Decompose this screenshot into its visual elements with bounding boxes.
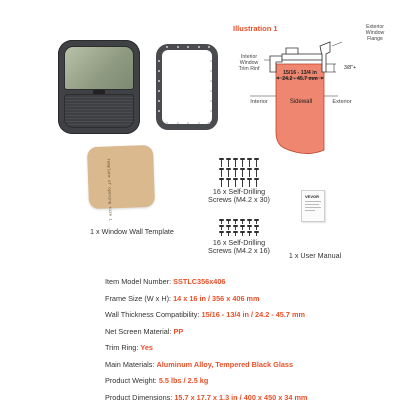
- trim-ring-hole: [198, 122, 200, 124]
- screw-icon: [240, 219, 245, 224]
- screw-icon: [254, 219, 259, 224]
- screw-icon: [219, 225, 224, 230]
- screw-icon: [233, 231, 238, 236]
- manual-brand: VEVOR: [305, 194, 320, 199]
- screws-30-caption-line2: Screws (M4.2 x 30): [208, 195, 270, 204]
- rv-window-image: [58, 40, 140, 134]
- trim-ring-hole: [158, 110, 160, 112]
- screw-icon: [247, 168, 252, 177]
- screw-icon: [226, 178, 231, 187]
- screw-icon: [226, 168, 231, 177]
- sidewall-label: Sidewall: [289, 99, 313, 105]
- screw-icon: [240, 225, 245, 230]
- trim-ring-hole: [166, 122, 168, 124]
- manual-caption: 1 x User Manual: [288, 251, 342, 260]
- screw-icon: [254, 225, 259, 230]
- exterior-flange-label: Exterior Window Flange: [365, 24, 385, 42]
- spec-row-trim-ring: Trim Ring: Yes: [105, 343, 153, 352]
- screw-icon: [233, 168, 238, 177]
- trim-ring-hole: [158, 90, 160, 92]
- exterior-label: Exterior: [332, 99, 352, 105]
- trim-ring-hole: [166, 46, 168, 48]
- screw-icon: [247, 158, 252, 167]
- trim-ring-hole: [177, 46, 179, 48]
- template-board-text: Template of opening size 1: [105, 158, 112, 221]
- trim-ring-hole: [187, 46, 189, 48]
- screw-icon: [233, 225, 238, 230]
- screw-icon: [247, 219, 252, 224]
- screws-16-caption-line2: Screws (M4.2 x 16): [208, 246, 270, 255]
- lower-screen-pane: [64, 94, 134, 128]
- spec-row-screen-material: Net Screen Material: PP: [105, 327, 184, 336]
- screw-icon: [219, 168, 224, 177]
- spec-row-dimensions: Product Dimensions: 15.7 x 17.7 x 1.3 in / 400 x 450 x 34 mm: [105, 393, 308, 402]
- spec-row-weight: Product Weight: 5.5 lbs / 2.5 kg: [105, 376, 209, 385]
- upper-glass-pane: [64, 46, 134, 90]
- trim-ring-hole: [210, 110, 212, 112]
- wall-thickness-diagram: [226, 32, 416, 162]
- screw-icon: [240, 158, 245, 167]
- screw-icon: [254, 168, 259, 177]
- spec-row-model: Item Model Number: SSTLC356x406: [105, 277, 226, 286]
- spec-row-wall-thickness: Wall Thickness Compatibility: 15/16 - 13/4 in / 24.2 - 45.7 mm: [105, 310, 305, 319]
- screw-icon: [233, 178, 238, 187]
- trim-ring-hole: [177, 122, 179, 124]
- spec-row-materials: Main Materials: Aluminum Alloy, Tempered Black Glass: [105, 360, 294, 369]
- screw-icon: [219, 158, 224, 167]
- thickness-mm-label: 24.2 - 45.7 mm: [282, 76, 318, 82]
- screw-icon: [219, 231, 224, 236]
- screw-icon: [219, 178, 224, 187]
- screw-icon: [247, 231, 252, 236]
- screws-16-caption-line1: 16 x Self-Drilling: [212, 238, 266, 247]
- trim-ring-hole: [208, 46, 210, 48]
- screw-icon: [226, 219, 231, 224]
- trim-ring-hole: [210, 60, 212, 62]
- screw-icon: [254, 231, 259, 236]
- spec-row-frame-size: Frame Size (W x H): 14 x 16 in / 356 x 406 mm: [105, 294, 260, 303]
- gap-label: 3/8"+: [343, 65, 357, 71]
- illustration-title: Illustration 1: [233, 24, 278, 33]
- screws-16mm-image: [219, 219, 259, 236]
- screws-30mm-image: [219, 158, 259, 187]
- interior-label: Interior: [250, 99, 268, 105]
- trim-ring-hole: [198, 46, 200, 48]
- trim-ring-image: [156, 44, 218, 130]
- screws-30-caption-line1: 16 x Self-Drilling: [212, 187, 266, 196]
- trim-ring-hole: [158, 80, 160, 82]
- screw-icon: [254, 178, 259, 187]
- screw-icon: [240, 178, 245, 187]
- screw-icon: [226, 225, 231, 230]
- window-frame-section: [282, 54, 322, 60]
- trim-ring-hole: [210, 80, 212, 82]
- wall-template-image: [87, 145, 155, 221]
- screw-icon: [219, 219, 224, 224]
- screw-icon: [226, 158, 231, 167]
- user-manual-image: [301, 190, 325, 222]
- thickness-inch-label: 15/16 - 13/4 in: [283, 70, 317, 76]
- template-caption: 1 x Window Wall Template: [90, 227, 174, 236]
- screw-icon: [240, 168, 245, 177]
- trim-ring-hole: [210, 70, 212, 72]
- interior-trim-label: Interior Window Trim Rinf: [238, 54, 260, 72]
- screw-icon: [233, 219, 238, 224]
- screw-icon: [247, 225, 252, 230]
- screw-icon: [254, 158, 259, 167]
- trim-ring-hole: [210, 90, 212, 92]
- screw-icon: [240, 231, 245, 236]
- screw-icon: [233, 158, 238, 167]
- trim-ring-hole: [187, 122, 189, 124]
- trim-ring-hole: [158, 60, 160, 62]
- trim-ring-hole: [208, 122, 210, 124]
- screw-icon: [247, 178, 252, 187]
- trim-ring-hole: [210, 100, 212, 102]
- trim-ring-hole: [158, 70, 160, 72]
- screw-icon: [226, 231, 231, 236]
- trim-ring-hole: [158, 100, 160, 102]
